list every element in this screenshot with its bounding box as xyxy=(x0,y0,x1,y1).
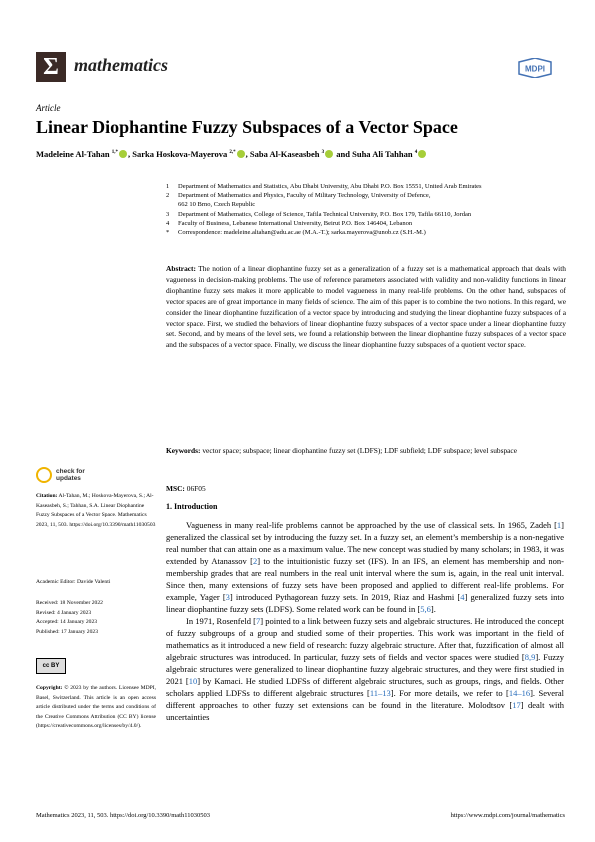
author-name: Sarka Hoskova-Mayerova xyxy=(132,149,230,159)
affiliation-text: Department of Mathematics and Physics, Faculty of Military Technology, University of Defence, xyxy=(178,192,431,200)
paragraph-text: Vagueness in many real-life problems cannot be approached by the use of classical sets. In 1965, Zadeh [ xyxy=(186,520,557,530)
reference-link[interactable]: 4 xyxy=(460,592,465,602)
paragraph-text: ] dealt with uncertainties xyxy=(166,700,564,722)
affiliation-row xyxy=(166,182,566,191)
paragraph-text: ]. Several different approaches to other fuzzy set extensions can be found in the literature. Molodtsov [ xyxy=(166,688,564,710)
citation-label: Citation: xyxy=(36,493,58,499)
msc-code: 06F05 xyxy=(186,484,206,493)
date-line: Published: 17 January 2023 xyxy=(36,628,98,635)
author-separator: , xyxy=(245,149,250,159)
author-affiliation-marker: 2,* xyxy=(229,150,236,156)
reference-link[interactable]: 1 xyxy=(556,520,562,530)
affiliation-text: Correspondence: madeleine.altahan@adu.ac.ae (M.A.-T.); sarka.mayerova@unob.cz (S.H.-M.) xyxy=(178,229,426,237)
paragraph-text: ] generalized the classical set by introducing the fuzzy set. In a fuzzy set, an element’s membership is a non-negative real number that can attain one as a maximum value. The new concept was studied by many scholars; in 1983, it was extended by Atanassov [ xyxy=(166,520,564,566)
affiliation-number: 4 xyxy=(166,219,170,227)
svg-text:MDPI: MDPI xyxy=(525,64,545,74)
copyright-block xyxy=(36,684,156,732)
paragraph xyxy=(166,615,564,723)
date-line: Accepted: 14 January 2023 xyxy=(36,619,98,625)
reference-link[interactable]: 8,9 xyxy=(524,652,536,662)
abstract-text: The notion of a linear diophantine fuzzy set as a generalization of a fuzzy set is a mathematical approach that deals with vagueness in decision-making problems. The use of reference parameters associated with validity and non-validity functions in linear diophantine fuzzy sets makes it more applicable to model vagueness in many real-life problems. On the other hand, subspaces of vector spaces are of great importance in many fields of science. The aim of this paper is to combine the two notions. In this regard, we consider the linear diophantine fuzzification of a vector space by introducing and studying the linear diophantine fuzzy subspaces of a vector space. First, we studied the behaviors of linear diophantine fuzzy subspaces of a vector space under a linear diophantine fuzzy set. Second, and by means of the level sets, we found a relationship between the linear diophantine fuzzy subspaces of a vector space and the subspaces of a vector space. Finally, we discuss the linear diophantine fuzzy subspaces of a quotient vector space. xyxy=(166,264,566,350)
affiliation-number: * xyxy=(166,229,170,237)
msc xyxy=(166,484,206,493)
footer-journal-url[interactable]: https://www.mdpi.com/journal/mathematics xyxy=(450,812,565,819)
author-separator: and xyxy=(334,149,353,159)
paragraph-text: ]. xyxy=(430,604,436,614)
reference-link[interactable]: 17 xyxy=(512,700,521,710)
orcid-icon[interactable] xyxy=(325,150,333,158)
reference-link[interactable]: 7 xyxy=(255,616,261,626)
section-heading: 1. Introduction xyxy=(166,502,218,511)
publication-dates xyxy=(36,599,156,637)
journal-name[interactable]: mathematics xyxy=(74,55,168,75)
author-name: Suha Ali Tahhan xyxy=(352,149,415,159)
paragraph-text: ] by Kamaci. He studied LDFSs of different algebraic structures, such as groups, rings, and fields. Other scholars applied LDFSs to different algebraic structures [ xyxy=(166,676,564,698)
affiliation-row xyxy=(166,191,566,200)
affiliation-text: 662 10 Brno, Czech Republic xyxy=(178,201,256,209)
copyright-text: © 2023 by the authors. Licensee MDPI, Basel, Switzerland. This article is an open access article distributed under the terms and conditions of the Creative Commons Attribution (CC BY) license (https://creativecommons.org/licenses/by/4.0/). xyxy=(36,685,156,729)
academic-editor: Academic Editor: Davide Valenti xyxy=(36,579,111,585)
affiliation-number xyxy=(166,200,178,209)
keywords-label: Keywords: xyxy=(166,446,201,455)
reference-link[interactable]: 10 xyxy=(188,676,198,686)
orcid-icon[interactable] xyxy=(418,150,426,158)
orcid-icon[interactable] xyxy=(119,150,127,158)
reference-link[interactable]: 14–16 xyxy=(508,688,531,698)
sigma-icon: Σ xyxy=(43,53,59,80)
date-line: Revised: 4 January 2023 xyxy=(36,609,92,616)
affiliation-number: 1 xyxy=(166,183,170,190)
affiliation-row xyxy=(166,219,566,228)
paragraph-text: ]. Fuzzy algebraic structures were generalized to linear diophantine fuzzy algebraic structures, and they were first studied in 2021 [ xyxy=(166,652,565,686)
affiliation-text: Department of Mathematics and Statistics, Abu Dhabi University, Abu Dhabi P.O. Box 15551, United Arab Emirates xyxy=(178,183,482,190)
reference-link[interactable]: 2 xyxy=(252,556,258,566)
paragraph-text: ] pointed to a link between fuzzy sets and algebraic structures. He introduced the concept of fuzzy subgroups of a group and studied some of their properties. This work was important in the field of mathematics as it introduced a new field of research: fuzzy algebraic structure. After that, fuzzification of almost all algebraic structures was introduced. In particular, fuzzy sets of fields and vector spaces were studied [ xyxy=(166,616,564,662)
keywords-text: vector space; subspace; linear diophantine fuzzy set (LDFS); LDF subfield; LDF subspace; level subspace xyxy=(202,446,517,455)
check-updates-line1: check for xyxy=(56,468,85,475)
msc-label: MSC: xyxy=(166,484,185,493)
affiliations xyxy=(166,182,566,237)
affiliation-row xyxy=(166,228,566,237)
author-name: Madeleine Al-Tahan xyxy=(36,149,112,159)
author-affiliation-marker: 3 xyxy=(321,150,325,156)
orcid-icon[interactable] xyxy=(237,150,245,158)
affiliation-row xyxy=(166,210,566,219)
affiliation-number: 2 xyxy=(166,192,170,200)
paragraph-text: ] to the intuitionistic fuzzy set (IFS). In an IFS, an element has membership and non-membership grades that are real numbers in the real unit interval where the sum is, again, in the real unit interval. Since then, many extensions of fuzzy sets have been proposed and applied to different real-life problems. For example, Yager [ xyxy=(166,556,564,602)
check-updates-line2: updates xyxy=(56,475,81,482)
citation-text[interactable]: Al-Tahan, M.; Hoskova-Mayerova, S.; Al-Kaseasbeh, S.; Tahhan, S.A. Linear Diophantine Fuzzy Subspaces of a Vector Space. Mathematics 2023, 11, 503. https://doi.org/10.3390/math11030503 xyxy=(36,493,156,528)
reference-link[interactable]: 3 xyxy=(225,592,230,602)
author-affiliation-marker: 1,* xyxy=(111,150,118,156)
date-line: Received: 18 November 2022 xyxy=(36,600,103,606)
paragraph-text: ]. For more details, we refer to [ xyxy=(390,688,509,698)
author-list xyxy=(36,149,427,159)
paragraph xyxy=(166,519,564,615)
affiliation-text: Faculty of Business, Lebanese International University, Beirut P.O. Box 146404, Lebanon xyxy=(178,219,413,227)
footer-citation[interactable]: Mathematics 2023, 11, 503. https://doi.org/10.3390/math11030503 xyxy=(36,812,210,819)
check-for-updates-badge[interactable] xyxy=(36,467,85,483)
author-affiliation-marker: 4 xyxy=(414,150,418,156)
keywords xyxy=(166,446,566,457)
journal-logo xyxy=(36,52,66,82)
author-name: Saba Al-Kaseasbeh xyxy=(249,149,322,159)
paragraph-text: In 1971, Rosenfeld [ xyxy=(186,616,256,626)
check-updates-icon xyxy=(36,467,52,483)
author-separator: , xyxy=(127,149,133,159)
body-text xyxy=(166,519,564,723)
reference-link[interactable]: 11–13 xyxy=(369,688,391,698)
mdpi-logo[interactable] xyxy=(516,58,554,78)
reference-link[interactable]: 5,6 xyxy=(420,604,431,614)
article-type: Article xyxy=(36,103,61,113)
affiliation-number: 3 xyxy=(166,210,170,218)
copyright-label: Copyright: xyxy=(36,685,63,691)
affiliation-row xyxy=(166,200,566,209)
paragraph-text: ] introduced Pythagorean fuzzy sets. In 2019, Riaz and Hashmi [ xyxy=(229,592,461,602)
cc-by-license-icon[interactable]: cc BY xyxy=(36,658,66,674)
paper-title: Linear Diophantine Fuzzy Subspaces of a Vector Space xyxy=(36,117,458,137)
affiliation-text: Department of Mathematics, College of Science, Tafila Technical University, P.O. Box 179, Tafila 66110, Jordan xyxy=(178,210,472,218)
citation-block xyxy=(36,492,156,530)
abstract xyxy=(166,264,566,351)
abstract-label: Abstract: xyxy=(166,264,196,273)
paragraph-text: ] generalized fuzzy sets into linear diophantine fuzzy sets (LDFS). Some related work can be found in [ xyxy=(166,592,564,614)
